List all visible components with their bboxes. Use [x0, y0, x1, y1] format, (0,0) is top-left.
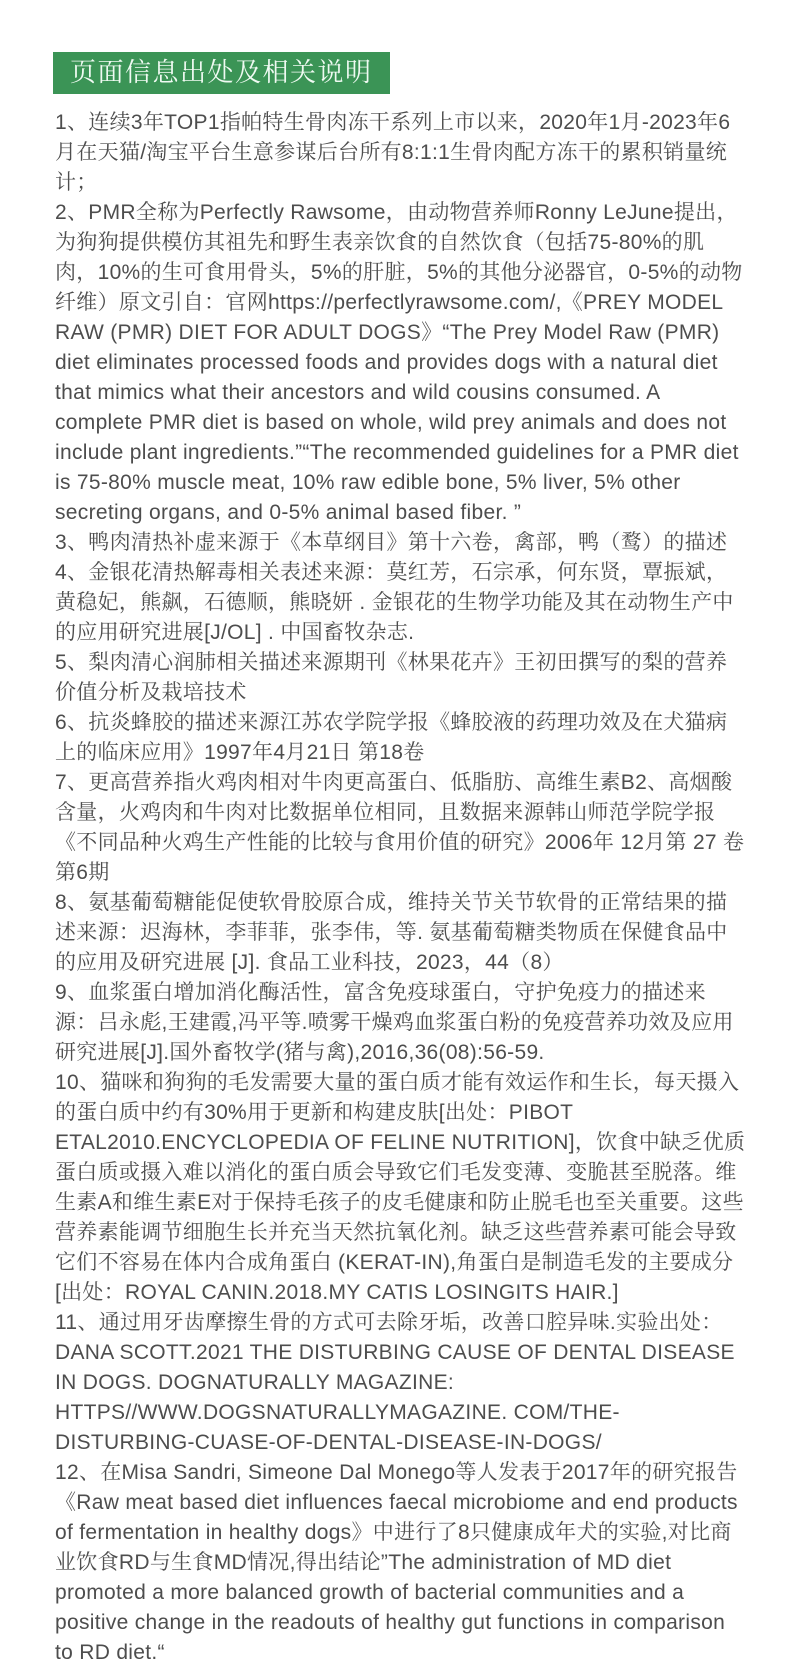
note-item-6: 6、抗炎蜂胶的描述来源江苏农学院学报《蜂胶液的药理功效及在犬猫病上的临床应用》1997年4月21日 第18卷: [55, 711, 728, 764]
notes-list: [55, 108, 746, 1668]
note-item-4: 4、金银花清热解毒相关表述来源：莫红芳，石宗承，何东贤，覃振斌，黄稳妃，熊飙，石德顺，熊晓妍 . 金银花的生物学功能及其在动物生产中的应用研究进展[J/OL] . 中国畜牧杂志.: [55, 561, 734, 644]
note-item-1: 1、连续3年TOP1指帕特生骨肉冻干系列上市以来，2020年1月-2023年6月在天猫/淘宝平台生意参谋后台所有8:1:1生骨肉配方冻干的累积销量统计；: [55, 111, 731, 194]
section-title: 页面信息出处及相关说明: [70, 57, 373, 87]
section-title-badge: [53, 52, 390, 94]
note-item-7: 7、更高营养指火鸡肉相对牛肉更高蛋白、低脂肪、高维生素B2、高烟酸含量，火鸡肉和牛肉对比数据单位相同，且数据来源韩山师范学院学报《不同品种火鸡生产性能的比较与食用价值的研究》2006年 12月第 27 卷第6期: [55, 771, 745, 884]
note-item-10: 10、猫咪和狗狗的毛发需要大量的蛋白质才能有效运作和生长，每天摄入的蛋白质中约有30%用于更新和构建皮肤[出处：PIBOT ETAL2010.ENCYCLOPEDIA OF FELINE NUTRITION]，饮食中缺乏优质蛋白质或摄入难以消化的蛋白质会导致它们毛发变薄、变脆甚至脱落。维生素A和维生素E对于保持毛孩子的皮毛健康和防止脱毛也至关重要。这些营养素能调节细胞生长并充当天然抗氧化剂。缺乏这些营养素可能会导致它们不容易在体内合成角蛋白 (KERAT-IN),角蛋白是制造毛发的主要成分[出处：ROYAL CANIN.2018.MY CATIS LOSINGITS HAIR.]: [55, 1071, 746, 1304]
note-item-9: 9、血浆蛋白增加消化酶活性，富含免疫球蛋白，守护免疫力的描述来源：吕永彪,王建霞,冯平等.喷雾干燥鸡血浆蛋白粉的免疫营养功效及应用研究进展[J].国外畜牧学(猪与禽),2016,36(08):56-59.: [55, 981, 734, 1064]
note-item-11: 11、通过用牙齿摩擦生骨的方式可去除牙垢，改善口腔异味.实验出处： DANA SCOTT.2021 THE DISTURBING CAUSE OF DENTAL DISEASE IN DOGS. DOGNATURALLY MAGAZINE: HTTPS//WWW.DOGSNATURALLYMAGAZINE. COM/THE-DISTURBING-CUASE-OF-DENTAL-DISEASE-IN-DOGS/: [55, 1311, 735, 1454]
note-item-2: 2、PMR全称为Perfectly Rawsome，由动物营养师Ronny LeJune提出，为狗狗提供模仿其祖先和野生表亲饮食的自然饮食（包括75-80%的肌肉，10%的生可食用骨头，5%的肝脏，5%的其他分泌器官，0-5%的动物纤维）原文引自：官网https://perfectlyrawsome.com/,《PREY MODEL RAW (PMR) DIET FOR ADULT DOGS》“The Prey Model Raw (PMR) diet eliminates processed foods and provides dogs with a natural diet that mimics what their ancestors and wild cousins consumed. A complete PMR diet is based on whole, wild prey animals and does not include plant ingredients.”“The recommended guidelines for a PMR diet is 75-80% muscle meat, 10% raw edible bone, 5% liver, 5% other secreting organs, and 0-5% animal based fiber. ”: [55, 201, 743, 524]
note-item-8: 8、氨基葡萄糖能促使软骨胶原合成，维持关节关节软骨的正常结果的描述来源：迟海林，李菲菲，张李伟，等. 氨基葡萄糖类物质在保健食品中的应用及研究进展 [J]. 食品工业科技，2023，44（8）: [55, 891, 728, 974]
note-item-5: 5、梨肉清心润肺相关描述来源期刊《林果花卉》王初田撰写的梨的营养价值分析及栽培技术: [55, 651, 728, 704]
note-item-12: 12、在Misa Sandri, Simeone Dal Monego等人发表于2017年的研究报告《Raw meat based diet influences faecal microbiome and end products of fermentation in healthy dogs》中进行了8只健康成年犬的实验,对比商业饮食RD与生食MD情况,得出结论”The administration of MD diet promoted a more balanced growth of bacterial communities and a positive change in the readouts of healthy gut functions in comparison to RD diet.“: [55, 1461, 738, 1664]
note-item-3: 3、鸭肉清热补虚来源于《本草纲目》第十六卷，禽部，鸭（鹜）的描述: [55, 531, 728, 554]
